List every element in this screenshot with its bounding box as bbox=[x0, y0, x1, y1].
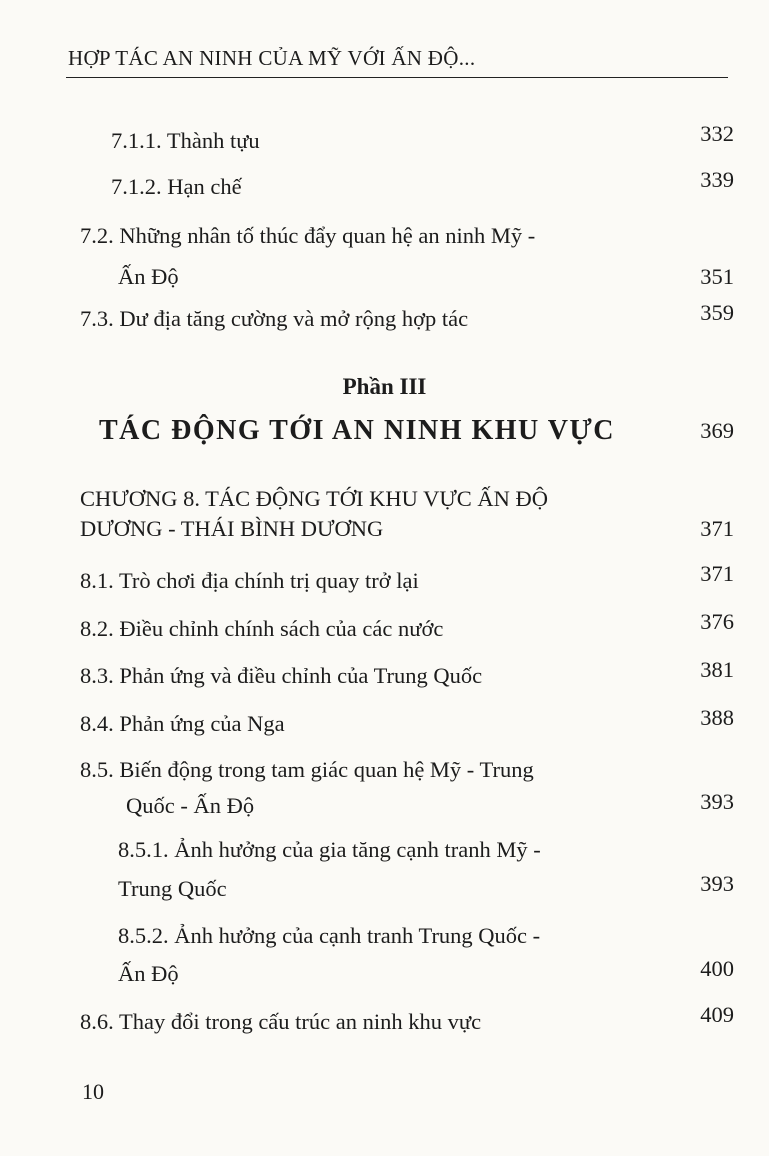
toc-entry-page: 400 bbox=[700, 956, 734, 981]
toc-entry-page: 351 bbox=[700, 264, 734, 289]
toc-entry-page: 393 bbox=[700, 871, 734, 896]
toc-entry-title-continued[interactable]: Ấn Độ bbox=[118, 961, 179, 986]
toc-entry-title[interactable]: 8.5.2. Ảnh hưởng của cạnh tranh Trung Quốc - bbox=[118, 923, 541, 948]
toc-entry-page: 388 bbox=[700, 705, 734, 730]
toc-entry-title-continued[interactable]: Quốc - Ấn Độ bbox=[126, 793, 255, 818]
toc-entry-page: 376 bbox=[700, 609, 734, 634]
toc-entry-page: 381 bbox=[700, 657, 734, 682]
toc-entry-page: 359 bbox=[700, 300, 734, 325]
toc-entry-page: 371 bbox=[700, 561, 734, 586]
toc-entry-title-continued[interactable]: Trung Quốc bbox=[118, 876, 227, 901]
toc-entry-page: 409 bbox=[700, 1002, 734, 1027]
page-number: 10 bbox=[82, 1079, 104, 1104]
toc-entry-title[interactable]: 7.2. Những nhân tố thúc đẩy quan hệ an ninh Mỹ - bbox=[80, 223, 536, 248]
toc-entry-title[interactable]: 7.3. Dư địa tăng cường và mở rộng hợp tác bbox=[80, 306, 469, 331]
toc-entry-title-continued[interactable]: Ấn Độ bbox=[118, 264, 179, 289]
running-header: HỢP TÁC AN NINH CỦA MỸ VỚI ẤN ĐỘ... bbox=[68, 46, 476, 70]
toc-entry-title[interactable]: 8.1. Trò chơi địa chính trị quay trở lại bbox=[80, 568, 419, 593]
toc-entry-title[interactable]: 8.3. Phản ứng và điều chỉnh của Trung Quốc bbox=[80, 663, 483, 688]
toc-entry-title[interactable]: 7.1.1. Thành tựu bbox=[111, 128, 260, 153]
chapter-title-continued[interactable]: DƯƠNG - THÁI BÌNH DƯƠNG bbox=[80, 516, 384, 541]
toc-entry-title[interactable]: 8.2. Điều chỉnh chính sách của các nước bbox=[80, 616, 444, 641]
part-title[interactable]: TÁC ĐỘNG TỚI AN NINH KHU VỰC bbox=[99, 415, 615, 446]
toc-entry-page: 332 bbox=[700, 121, 734, 146]
toc-entry-title[interactable]: 8.5. Biến động trong tam giác quan hệ Mỹ - Trung bbox=[80, 757, 534, 782]
toc-entry-page: 339 bbox=[700, 167, 734, 192]
toc-entry-title[interactable]: 7.1.2. Hạn chế bbox=[111, 174, 242, 199]
toc-entry-title[interactable]: 8.4. Phản ứng của Nga bbox=[80, 711, 285, 736]
toc-entry-title[interactable]: 8.5.1. Ảnh hưởng của gia tăng cạnh tranh Mỹ - bbox=[118, 837, 541, 862]
chapter-title[interactable]: CHƯƠNG 8. TÁC ĐỘNG TỚI KHU VỰC ẤN ĐỘ bbox=[80, 486, 549, 511]
toc-entry-page: 393 bbox=[700, 789, 734, 814]
toc-entry-page: 371 bbox=[700, 516, 734, 541]
toc-entry-page: 369 bbox=[700, 418, 734, 443]
toc-entry-title[interactable]: 8.6. Thay đổi trong cấu trúc an ninh khu vực bbox=[80, 1009, 482, 1034]
part-label: Phần III bbox=[342, 374, 427, 399]
